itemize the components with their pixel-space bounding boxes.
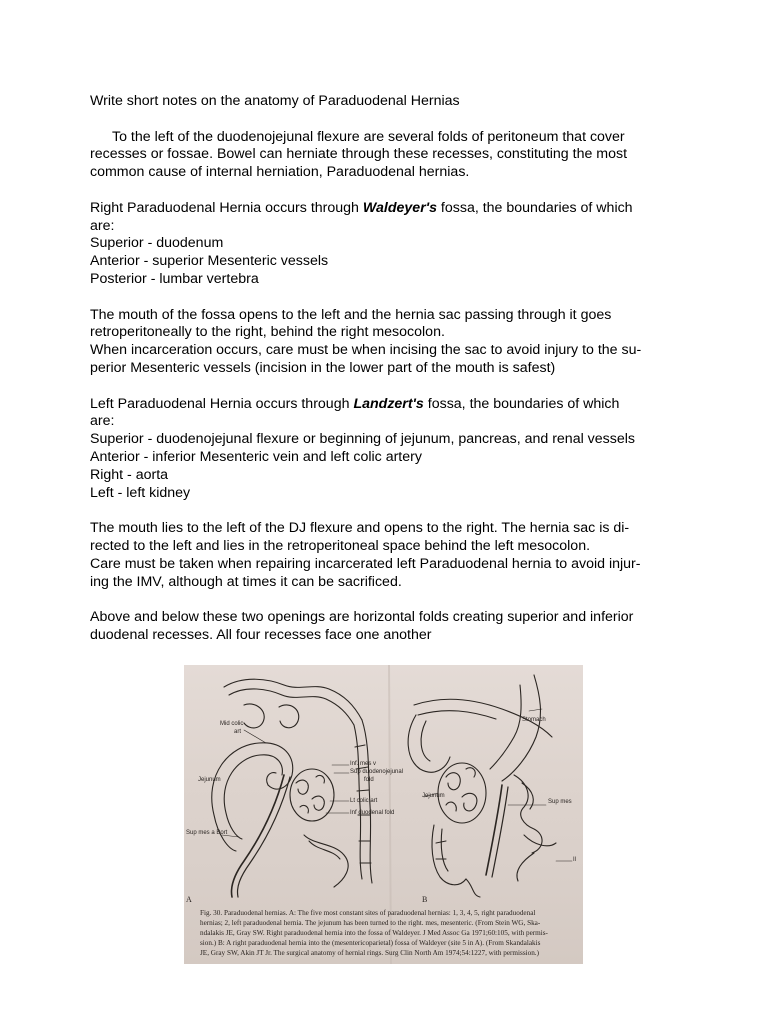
left-description-line-4: ing the IMV, although at times it can be sacrificed. bbox=[90, 573, 402, 590]
label-ileum-partial: Il bbox=[573, 857, 576, 863]
left-boundary-left: Left - left kidney bbox=[90, 484, 191, 501]
label-sup-mes: Sup mes bbox=[548, 799, 572, 805]
waldeyer-fossa-name: Waldeyer's bbox=[362, 199, 437, 216]
left-boundary-anterior: Anterior - inferior Mesenteric vein and left colic artery bbox=[90, 448, 422, 465]
question-heading: Write short notes on the anatomy of Paraduodenal Hernias bbox=[90, 93, 460, 109]
right-hernia-lead-after: fossa, the boundaries of which bbox=[436, 199, 633, 216]
left-hernia-lead-after: fossa, the boundaries of which bbox=[423, 395, 620, 412]
right-description-line-3: When incarceration occurs, care must be when incising the sac to avoid injury to the su- bbox=[90, 342, 642, 359]
right-boundary-superior: Superior - duodenum bbox=[90, 235, 224, 252]
right-boundary-anterior: Anterior - superior Mesenteric vessels bbox=[90, 253, 329, 270]
caption-line-3: ndalakis JE, Gray SW. Right paraduodenal hernia into the fossa of Waldeyer. J Med Assoc Ga 1971;60:105, with permis- bbox=[200, 929, 548, 937]
panel-b-letter: B bbox=[422, 895, 428, 904]
right-hernia-lead bbox=[90, 200, 682, 218]
label-stomach: Stomach bbox=[522, 717, 546, 723]
label-sup-duodenojejunal: Sup duodenojejunal bbox=[350, 769, 404, 775]
caption-line-4: sion.) B: A right paraduodenal hernia into the (mesentericoparietal) fossa of Waldeyer (site 5 in A). (From Skandalakis bbox=[200, 939, 541, 947]
right-description-line-2: retroperitoneally to the right, behind the right mesocolon. bbox=[90, 324, 445, 341]
caption-line-5: JE, Gray SW, Akin JT Jr. The surgical anatomy of hernial rings. Surg Clin North Am 1974;54:1227, with permission.) bbox=[200, 949, 539, 957]
landzert-fossa-name: Landzert's bbox=[353, 395, 424, 412]
document-body bbox=[90, 93, 682, 645]
right-description-line-4: perior Mesenteric vessels (incision in the lower part of the mouth is safest) bbox=[90, 359, 556, 376]
figure-caption bbox=[200, 908, 575, 958]
closing-line-2: duodenal recesses. All four recesses face one another bbox=[90, 626, 432, 643]
left-description-line-3: Care must be taken when repairing incarcerated left Paraduodenal hernia to avoid injur- bbox=[90, 555, 641, 572]
label-jejunum-a: Jejunum bbox=[198, 777, 221, 783]
label-fold: fold bbox=[364, 777, 374, 783]
left-description-line-2: rected to the left and lies in the retroperitoneal space behind the left mesocolon. bbox=[90, 537, 591, 554]
right-hernia-lead-cont: are: bbox=[90, 217, 115, 234]
left-boundary-superior: Superior - duodenojejunal flexure or beginning of jejunum, pancreas, and renal vessels bbox=[90, 431, 635, 448]
right-hernia-lead-text: Right Paraduodenal Hernia occurs through bbox=[90, 199, 363, 216]
closing-line-1: Above and below these two openings are horizontal folds creating superior and inferior bbox=[90, 609, 634, 626]
caption-line-2: hernias; 2, left paraduodenal hernia. The jejunum has been turned to the right. mes, mesenteric. (From Stein WG, Ska- bbox=[200, 919, 541, 927]
left-boundary-right: Right - aorta bbox=[90, 466, 169, 483]
label-lt-colic-art: Lt colic art bbox=[350, 798, 378, 804]
label-jejunum-b: Jejunum bbox=[422, 793, 445, 799]
left-hernia-lead-text: Left Paraduodenal Hernia occurs through bbox=[90, 395, 354, 412]
left-hernia-lead-cont: are: bbox=[90, 413, 115, 430]
paraduodenal-hernia-figure bbox=[184, 665, 583, 964]
caption-line-1: Fig. 30. Paraduodenal hernias. A: The five most constant sites of paraduodenal hernias: 1, 3, 4, 5, right paraduodenal bbox=[200, 909, 536, 917]
label-inf-mes-v: Inf. mes v bbox=[350, 761, 377, 767]
label-sup-mes-a-bort: Sup mes a Bort bbox=[186, 830, 228, 836]
label-inf-duodenal-fold: Inf duodenal fold bbox=[350, 810, 395, 816]
left-description-line-1: The mouth lies to the left of the DJ flexure and opens to the right. The hernia sac is di- bbox=[90, 520, 630, 537]
intro-line-1: To the left of the duodenojejunal flexure are several folds of peritoneum that cover bbox=[112, 128, 625, 145]
right-description-line-1: The mouth of the fossa opens to the left and the hernia sac passing through it goes bbox=[90, 306, 612, 323]
label-art: art bbox=[234, 729, 242, 735]
panel-a-letter: A bbox=[186, 895, 192, 904]
right-boundary-posterior: Posterior - lumbar vertebra bbox=[90, 270, 259, 287]
label-mid-colic: Mid colic bbox=[220, 721, 244, 727]
left-hernia-lead bbox=[90, 396, 682, 414]
intro-line-2: recesses or fossae. Bowel can herniate through these recesses, constituting the most bbox=[90, 146, 628, 163]
intro-line-3: common cause of internal herniation, Paraduodenal hernias. bbox=[90, 164, 470, 181]
